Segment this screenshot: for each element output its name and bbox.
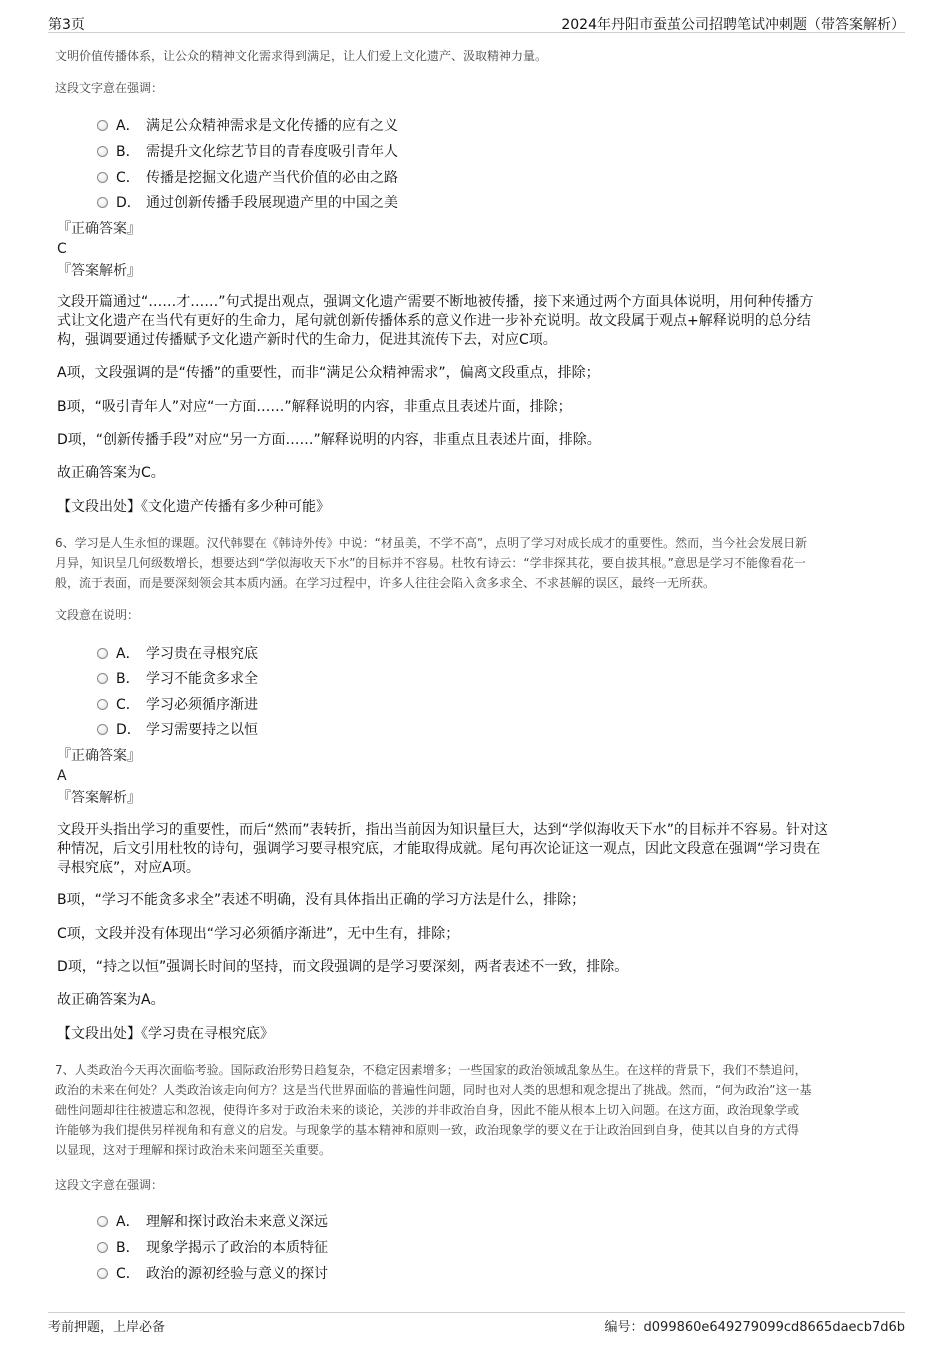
q5-passage-tail: 文明价值传播体系，让公众的精神文化需求得到满足，让人们爱上文化遗产、汲取精神力量。 [55,49,548,63]
q6-option-c[interactable]: C． 学习必须循序渐进 [97,694,258,714]
q7-prompt: 这段文字意在强调： [55,1178,164,1192]
q7-option-a[interactable]: A． 理解和探讨政治未来意义深远 [97,1211,328,1231]
q5-source: 【文段出处】《文化遗产传播有多少种可能》 [57,499,330,515]
radio-icon[interactable] [97,699,108,710]
q5-analysis-label: 『答案解析』 [57,263,141,279]
q6-note-d: D项，“持之以恒”强调长时间的坚持，而文段强调的是学习要深刻，两者表述不一致，排除。 [57,959,629,975]
q5-option-d[interactable]: D． 通过创新传播手段展现遗产里的中国之美 [97,192,398,212]
q7-option-b[interactable]: B． 现象学揭示了政治的本质特征 [97,1237,328,1257]
q5-analysis: 文段开篇通过“……才……”句式提出观点，强调文化遗产需要不断地被传播，接下来通过两个方面具体说明，用何种传播方 式让文化遗产在当代有更好的生命力，尾句就创新传播体系的意义作进一步补充说明。故文段属于观点+解释说明的总分结 构，强调要通过传播赋予文化遗产新时代的生命力，促进其流传下去，对应C项。 [57,294,814,348]
q5-note-d: D项，“创新传播手段”对应“另一方面……”解释说明的内容，非重点且表述片面，排除。 [57,432,601,448]
q6-option-b[interactable]: B． 学习不能贪多求全 [97,668,258,688]
page-header [48,11,905,33]
q5-option-c[interactable]: C． 传播是挖掘文化遗产当代价值的必由之路 [97,167,398,187]
q6-answer-label: 『正确答案』 [57,748,141,764]
radio-icon[interactable] [97,673,108,684]
q5-conclusion: 故正确答案为C。 [57,465,165,481]
q6-note-b: B项，“学习不能贪多求全”表述不明确，没有具体指出正确的学习方法是什么，排除； [57,892,586,908]
radio-icon[interactable] [97,172,108,183]
footer-slogan: 考前押题，上岸必备 [48,1320,166,1335]
q5-option-b[interactable]: B． 需提升文化综艺节目的青春度吸引青年人 [97,141,398,161]
q6-conclusion: 故正确答案为A。 [57,992,165,1008]
q5-note-b: B项，“吸引青年人”对应“一方面……”解释说明的内容，非重点且表述片面，排除； [57,399,572,415]
q5-prompt: 这段文字意在强调： [55,81,164,95]
page-footer [48,1312,905,1338]
q7-passage: 7、人类政治今天再次面临考验。国际政治形势日趋复杂，不稳定因素增多；一些国家的政治领域乱象丛生。在这样的背景下，我们不禁追问， 政治的未来在何处？人类政治该走向何方？这是当代世界面临的普遍性问题，同时也对人类的思想和观念提出了挑战。然而，“何为政治”这一基 础性问题却往往被遗忘和忽视，使得许多对于政治未来的谈论，关涉的并非政治自身，因此不能从根本上切入问题。在这方面，政治现象学或 许能够为我们提供另样视角和有意义的启发。与现象学的基本精神和原则一致，政治现象学的要义在于让政治回到自身，使其以自身的方式得 以显现，这对于理解和探讨政治未来问题至关重要。 [55,1063,812,1157]
q6-prompt: 文段意在说明： [55,608,140,622]
radio-icon[interactable] [97,648,108,659]
q6-analysis-label: 『答案解析』 [57,790,141,806]
q5-note-a: A项，文段强调的是“传播”的重要性，而非“满足公众精神需求”，偏离文段重点，排除； [57,365,600,381]
page-number: 第3页 [48,17,85,33]
radio-icon[interactable] [97,146,108,157]
radio-icon[interactable] [97,1216,108,1227]
q6-note-c: C项，文段并没有体现出“学习必须循序渐进”，无中生有，排除； [57,926,460,942]
document-title: 2024年丹阳市蚕茧公司招聘笔试冲刺题（带答案解析） [561,17,905,33]
q6-answer: A [57,768,67,784]
q5-option-a[interactable]: A． 满足公众精神需求是文化传播的应有之义 [97,115,398,135]
q6-passage: 6、学习是人生永恒的课题。汉代韩婴在《韩诗外传》中说：“材虽美，不学不高”，点明了学习对成长成才的重要性。然而，当今社会发展日新 月异，知识呈几何级数增长，想要达到“学似海收天下水”的目标并不容易。杜牧有诗云：“学非探其花，要自拔其根。”意思是学习不能像看花一 般，流于表面，而是要深刻领会其本质内涵。在学习过程中，许多人往往会陷入贪多求全、不求甚解的误区，最终一无所获。 [55,536,808,590]
document-code: 编号：d099860e649279099cd8665daecb7d6b [604,1320,905,1335]
radio-icon[interactable] [97,197,108,208]
radio-icon[interactable] [97,1242,108,1253]
q5-answer: C [57,241,67,257]
q7-option-c[interactable]: C． 政治的源初经验与意义的探讨 [97,1263,328,1283]
q6-option-a[interactable]: A． 学习贵在寻根究底 [97,643,258,663]
q6-analysis: 文段开头指出学习的重要性，而后“然而”表转折，指出当前因为知识量巨大，达到“学似海收天下水”的目标并不容易。针对这 种情况，后文引用杜牧的诗句，强调学习要寻根究底，才能取得成就。尾句再次论证这一观点，因此文段意在强调“学习贵在 寻根究底”，对应A项。 [57,822,829,876]
radio-icon[interactable] [97,1268,108,1279]
q6-option-d[interactable]: D． 学习需要持之以恒 [97,719,258,739]
radio-icon[interactable] [97,120,108,131]
q5-answer-label: 『正确答案』 [57,221,141,237]
q6-source: 【文段出处】《学习贵在寻根究底》 [57,1026,274,1042]
radio-icon[interactable] [97,724,108,735]
